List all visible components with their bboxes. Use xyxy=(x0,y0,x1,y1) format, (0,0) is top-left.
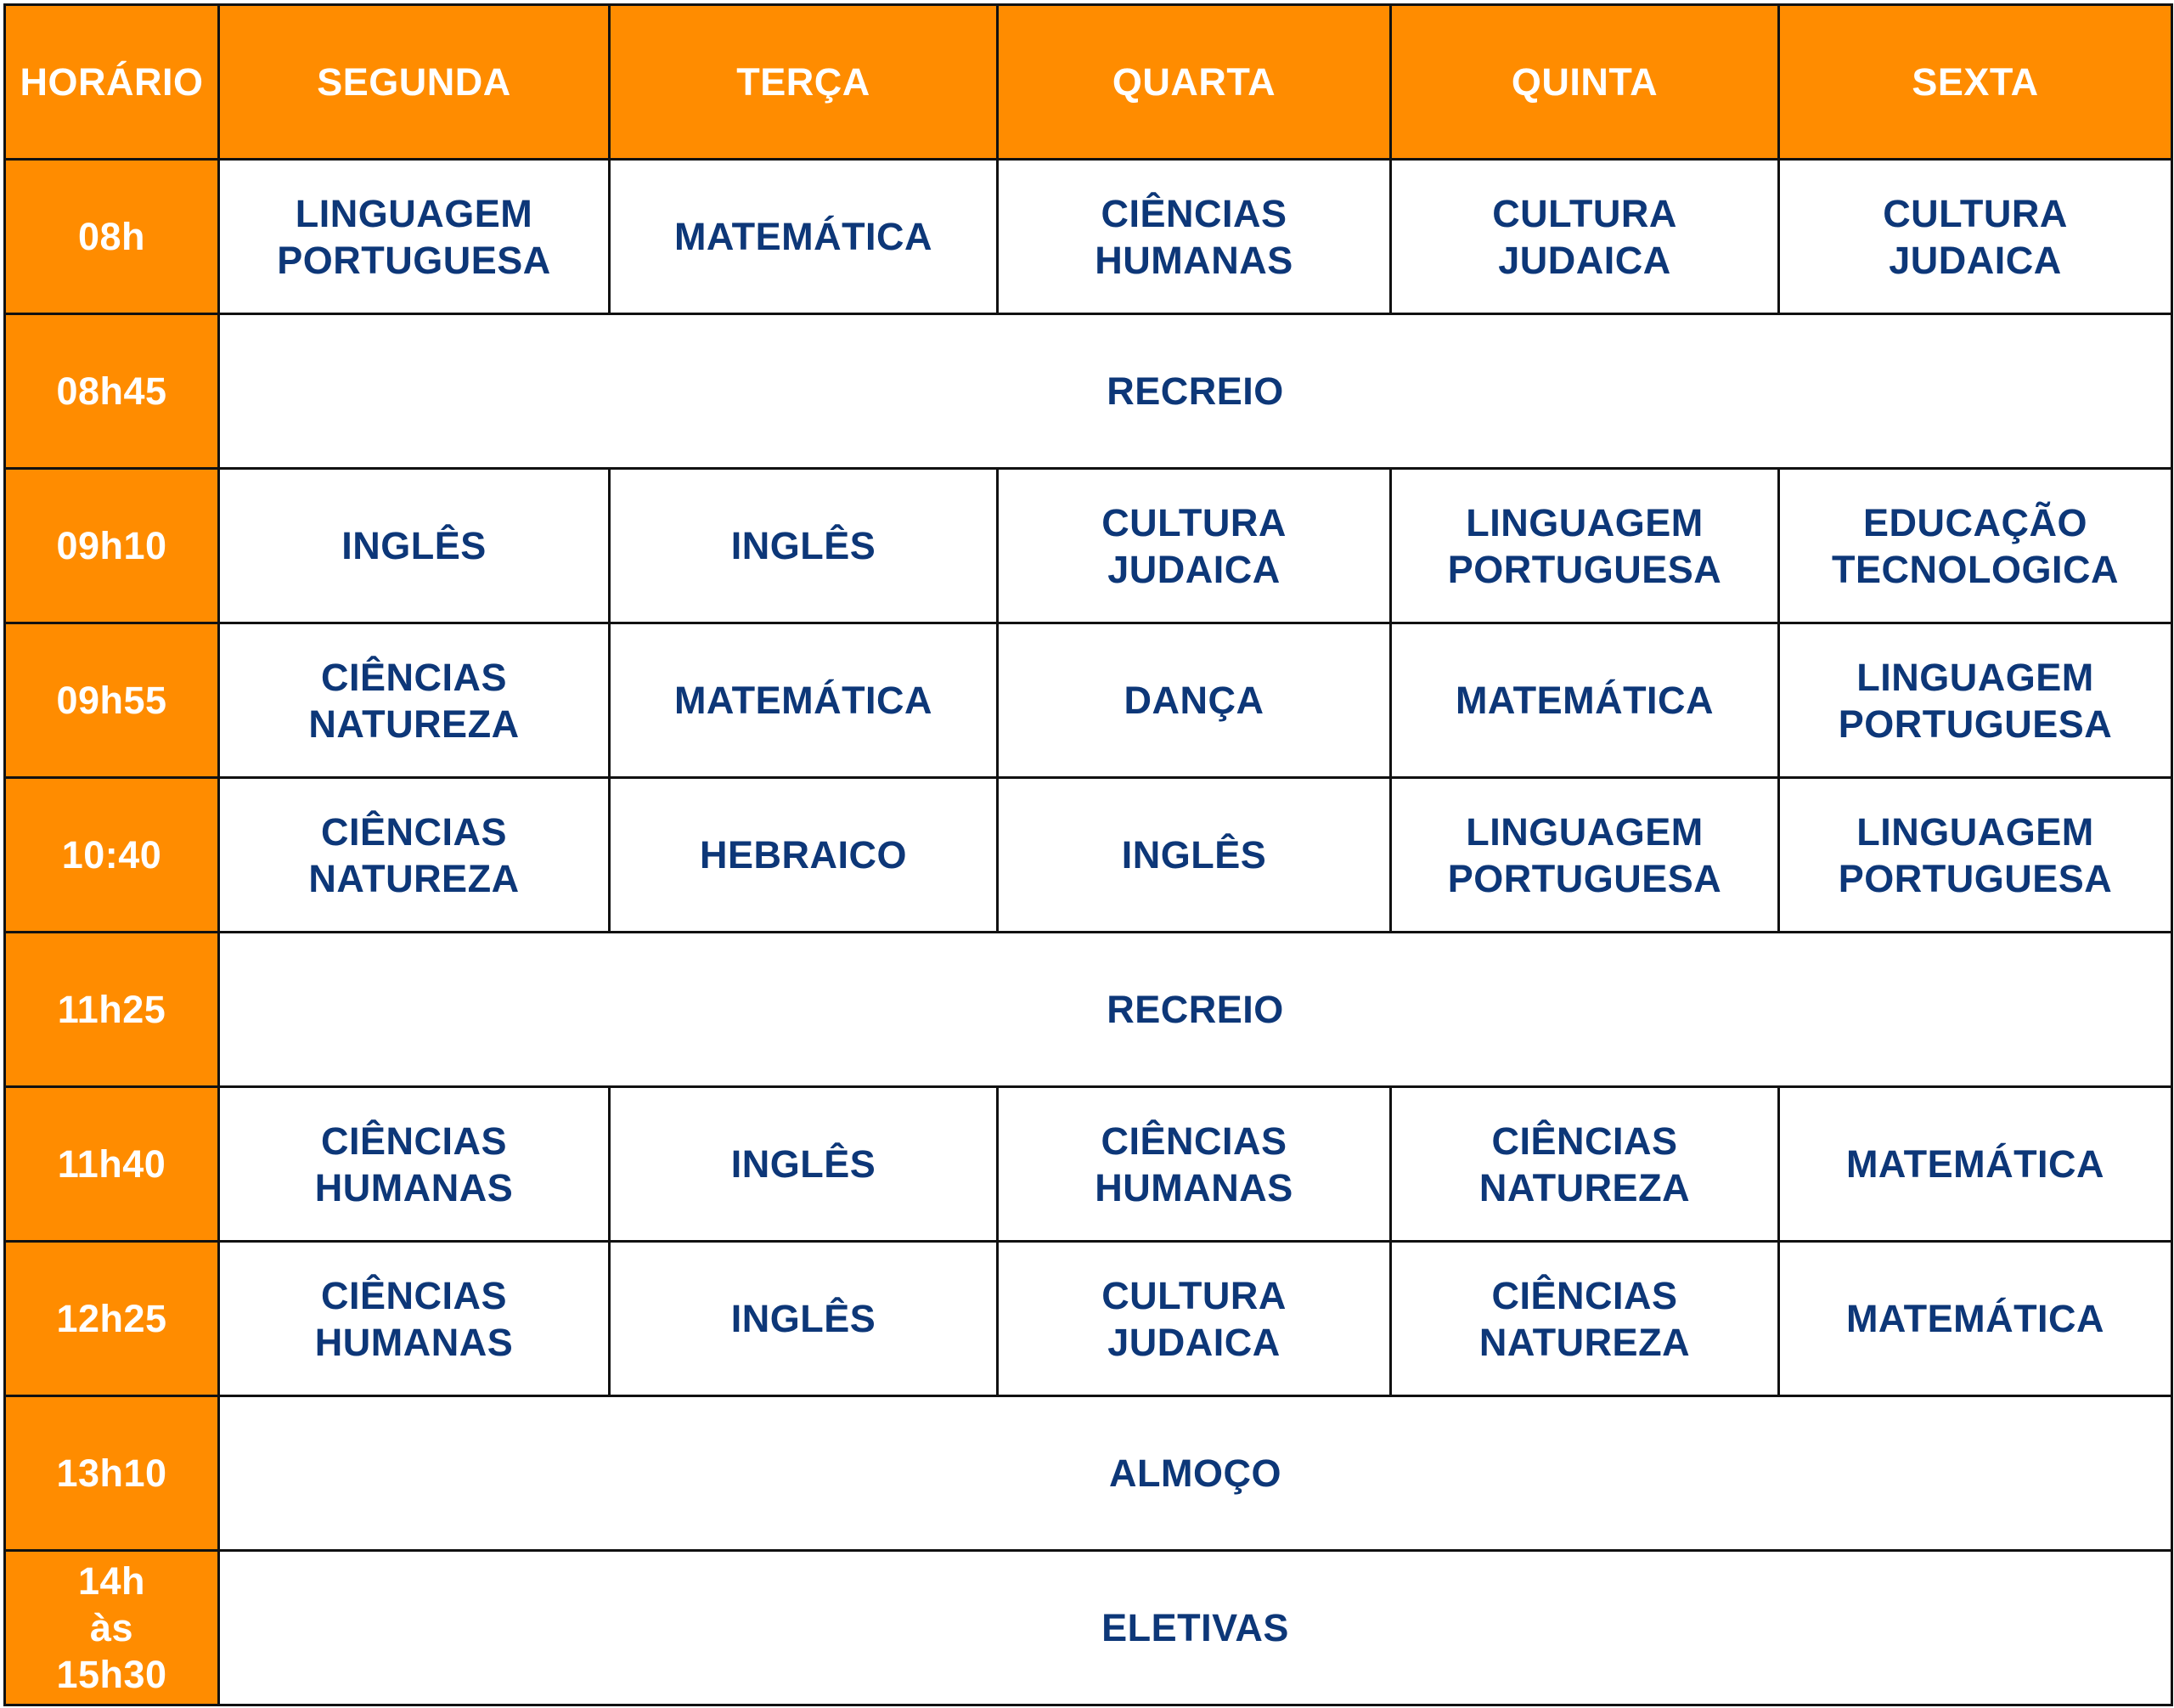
subject-cell: DANÇA xyxy=(998,623,1391,778)
header-wednesday: QUARTA xyxy=(998,5,1391,160)
subject-cell: CULTURA JUDAICA xyxy=(1779,160,2172,314)
time-cell: 08h xyxy=(5,160,219,314)
subject-cell: LINGUAGEM PORTUGUESA xyxy=(1779,623,2172,778)
subject-cell: CIÊNCIAS NATUREZA xyxy=(1391,1242,1779,1396)
table-row xyxy=(5,623,2172,778)
table-row xyxy=(5,1396,2172,1551)
subject-cell: LINGUAGEM PORTUGUESA xyxy=(1779,778,2172,933)
time-cell: 11h40 xyxy=(5,1087,219,1242)
header-tuesday: TERÇA xyxy=(610,5,998,160)
time-cell: 13h10 xyxy=(5,1396,219,1551)
subject-cell: MATEMÁTICA xyxy=(610,623,998,778)
subject-cell: LINGUAGEM PORTUGUESA xyxy=(1391,778,1779,933)
table-row xyxy=(5,160,2172,314)
header-time: HORÁRIO xyxy=(5,5,219,160)
table-row xyxy=(5,314,2172,469)
table-row xyxy=(5,1551,2172,1705)
break-cell: RECREIO xyxy=(219,933,2172,1087)
time-cell: 12h25 xyxy=(5,1242,219,1396)
time-cell: 08h45 xyxy=(5,314,219,469)
lunch-cell: ALMOÇO xyxy=(219,1396,2172,1551)
header-monday: SEGUNDA xyxy=(219,5,610,160)
subject-cell: INGLÊS xyxy=(610,1087,998,1242)
subject-cell: INGLÊS xyxy=(998,778,1391,933)
table-row xyxy=(5,1087,2172,1242)
header-row xyxy=(5,5,2172,160)
time-cell: 09h10 xyxy=(5,469,219,623)
subject-cell: MATEMÁTICA xyxy=(610,160,998,314)
subject-cell: CULTURA JUDAICA xyxy=(1391,160,1779,314)
class-schedule-table xyxy=(3,3,2173,1706)
time-cell: 10:40 xyxy=(5,778,219,933)
subject-cell: EDUCAÇÃO TECNOLOGICA xyxy=(1779,469,2172,623)
header-friday: SEXTA xyxy=(1779,5,2172,160)
time-cell: 14h às 15h30 xyxy=(5,1551,219,1705)
subject-cell: LINGUAGEM PORTUGUESA xyxy=(1391,469,1779,623)
subject-cell: CIÊNCIAS NATUREZA xyxy=(219,778,610,933)
subject-cell: INGLÊS xyxy=(610,1242,998,1396)
subject-cell: INGLÊS xyxy=(219,469,610,623)
table-row xyxy=(5,1242,2172,1396)
subject-cell: CULTURA JUDAICA xyxy=(998,1242,1391,1396)
table-row xyxy=(5,778,2172,933)
electives-cell: ELETIVAS xyxy=(219,1551,2172,1705)
time-cell: 11h25 xyxy=(5,933,219,1087)
subject-cell: MATEMÁTICA xyxy=(1779,1087,2172,1242)
subject-cell: CIÊNCIAS HUMANAS xyxy=(998,1087,1391,1242)
subject-cell: CIÊNCIAS HUMANAS xyxy=(219,1242,610,1396)
table-row xyxy=(5,469,2172,623)
subject-cell: CIÊNCIAS HUMANAS xyxy=(998,160,1391,314)
subject-cell: MATEMÁTICA xyxy=(1779,1242,2172,1396)
break-cell: RECREIO xyxy=(219,314,2172,469)
subject-cell: CIÊNCIAS NATUREZA xyxy=(1391,1087,1779,1242)
subject-cell: LINGUAGEM PORTUGUESA xyxy=(219,160,610,314)
subject-cell: INGLÊS xyxy=(610,469,998,623)
table-row xyxy=(5,933,2172,1087)
header-thursday: QUINTA xyxy=(1391,5,1779,160)
subject-cell: CIÊNCIAS NATUREZA xyxy=(219,623,610,778)
subject-cell: HEBRAICO xyxy=(610,778,998,933)
subject-cell: CIÊNCIAS HUMANAS xyxy=(219,1087,610,1242)
time-cell: 09h55 xyxy=(5,623,219,778)
subject-cell: MATEMÁTICA xyxy=(1391,623,1779,778)
subject-cell: CULTURA JUDAICA xyxy=(998,469,1391,623)
